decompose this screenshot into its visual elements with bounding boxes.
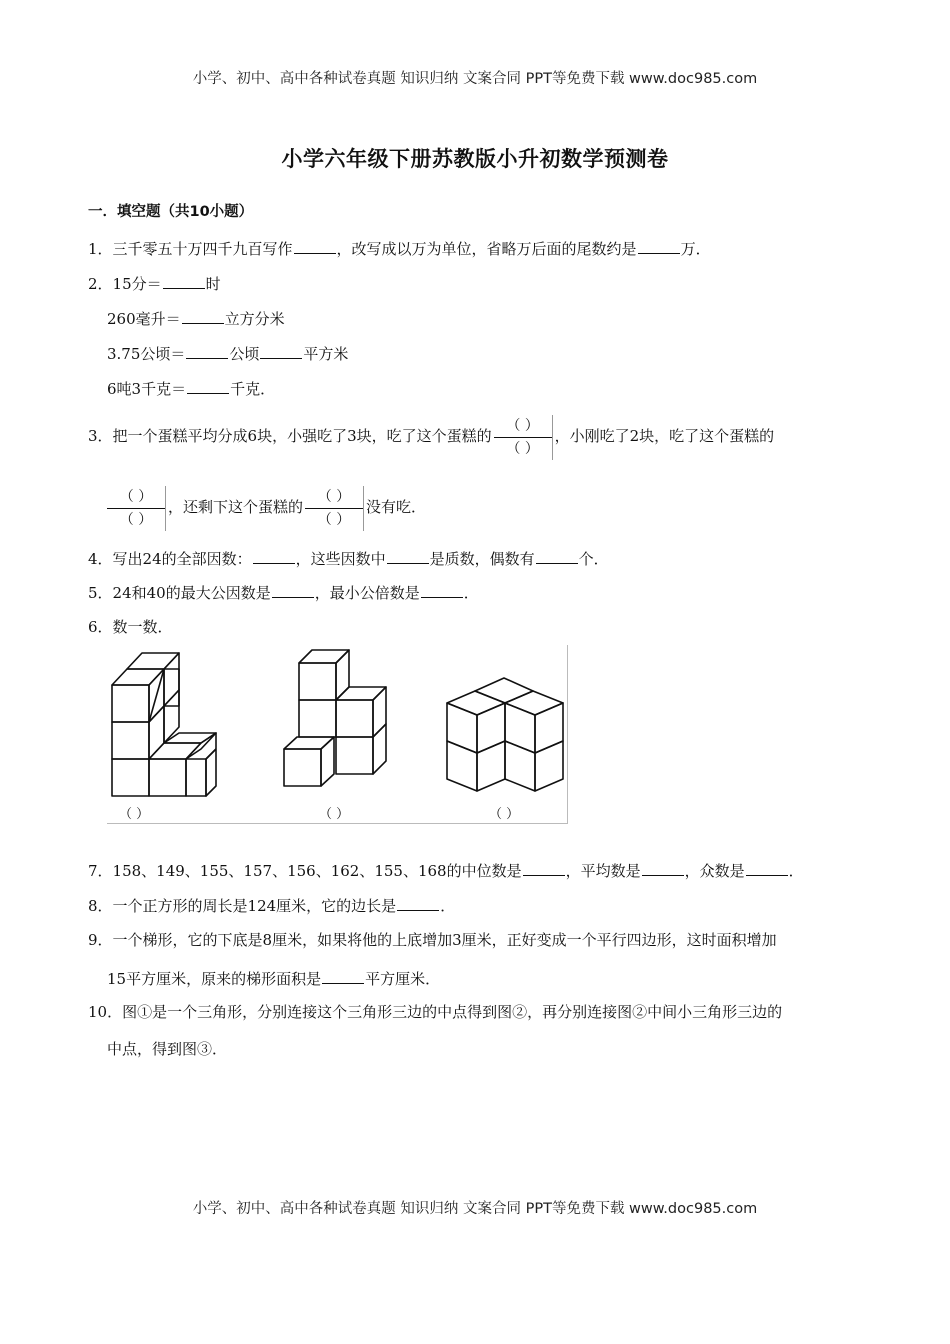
q3-text-b: ，小刚吃了2块，吃了这个蛋糕的 [554, 427, 775, 445]
q1-text-a: 1．三千零五十万四千九百写作 [88, 240, 293, 258]
section-title: 一．填空题（共10小题） [88, 204, 254, 220]
numerator-paren: （ ） [119, 488, 153, 505]
q4-text-a: 4．写出24的全部因数： [88, 550, 252, 568]
answer-blank[interactable] [642, 860, 684, 876]
fraction-blank[interactable] [107, 486, 166, 531]
q7-text-d: ． [788, 862, 804, 880]
q7-text-b: ，平均数是 [565, 862, 641, 880]
q2-text: 立方分米 [224, 310, 285, 328]
fraction-blank[interactable] [494, 415, 553, 460]
page-header: 小学、初中、高中各种试卷真题 知识归纳 文案合同 PPT等免费下载 www.doc985.com [192, 71, 758, 87]
q4-text-d: 个． [578, 550, 609, 568]
question-2-line-4 [107, 378, 275, 399]
page-footer: 小学、初中、高中各种试卷真题 知识归纳 文案合同 PPT等免费下载 www.doc985.com [192, 1201, 758, 1217]
figure-3-answer[interactable]: （ ） [489, 807, 520, 822]
q10-text-b: 中点，得到图③． [107, 1040, 228, 1058]
q1-text-c: 万． [680, 240, 711, 258]
q1-text-b: ，改写成以万为单位，省略万后面的尾数约是 [336, 240, 637, 258]
question-2-line-3 [107, 343, 348, 364]
question-4 [88, 548, 609, 569]
numerator-paren: （ ） [506, 417, 539, 434]
q2-text: 千克． [230, 380, 276, 398]
q8-text-b: ． [440, 897, 456, 915]
question-7 [88, 860, 804, 881]
question-1 [88, 238, 711, 259]
q8-text-a: 8．一个正方形的周长是124厘米，它的边长是 [88, 897, 397, 915]
q2-text: 3.75公顷＝ [107, 345, 186, 363]
answer-blank[interactable] [387, 548, 429, 564]
figure-2-answer[interactable]: （ ） [319, 807, 350, 822]
answer-blank[interactable] [294, 238, 336, 254]
question-10-line-1 [88, 1002, 782, 1022]
answer-blank[interactable] [186, 343, 228, 359]
q2-text: 2．15分＝ [88, 275, 162, 293]
q4-text-c: 是质数，偶数有 [429, 550, 535, 568]
question-9-line-2 [107, 968, 440, 989]
cube-stack-3 [447, 678, 563, 791]
q2-text: 公顷 [229, 345, 260, 363]
q7-text-c: ，众数是 [684, 862, 745, 880]
numerator-paren: （ ） [317, 488, 351, 505]
cube-figures [107, 645, 568, 824]
q10-text-a: 10．图①是一个三角形，分别连接这个三角形三边的中点得到图②，再分别连接图②中间小三角形三边的 [88, 1003, 783, 1021]
q5-text-b: ，最小公倍数是 [314, 584, 420, 602]
q2-text: 时 [205, 275, 221, 293]
question-5 [88, 582, 479, 603]
q3-text-a: 3．把一个蛋糕平均分成6块，小强吃了3块，吃了这个蛋糕的 [88, 427, 492, 445]
answer-blank[interactable] [397, 895, 439, 911]
denominator-paren: （ ） [317, 511, 351, 528]
question-2-line-1 [88, 273, 221, 294]
q9-text-a: 9．一个梯形，它的下底是8厘米，如果将他的上底增加3厘米，正好变成一个平行四边形，这时面积增加 [88, 931, 777, 949]
answer-blank[interactable] [536, 548, 578, 564]
answer-blank[interactable] [187, 378, 229, 394]
question-10-line-2 [107, 1039, 227, 1059]
page-title: 小学六年级下册苏教版小升初数学预测卷 [281, 147, 669, 171]
cube-stacks-drawing [107, 645, 567, 823]
q5-text-c: ． [463, 584, 479, 602]
question-3-line-2 [105, 484, 426, 531]
q3-text-c: ，还剩下这个蛋糕的 [168, 498, 304, 516]
q4-text-b: ，这些因数中 [295, 550, 386, 568]
q2-text: 平方米 [303, 345, 349, 363]
q2-text: 6吨3千克＝ [107, 380, 187, 398]
q9-text-c: 平方厘米． [365, 970, 441, 988]
q7-text-a: 7．158、149、155、157、156、162、155、168的中位数是 [88, 862, 522, 880]
fraction-blank[interactable] [305, 486, 364, 531]
cube-stack-1 [112, 653, 216, 796]
q2-text: 260毫升＝ [107, 310, 181, 328]
answer-blank[interactable] [322, 968, 364, 984]
denominator-paren: （ ） [119, 511, 153, 528]
question-2-line-2 [107, 308, 285, 329]
answer-blank[interactable] [182, 308, 224, 324]
answer-blank[interactable] [253, 548, 295, 564]
question-8 [88, 895, 455, 916]
q5-text-a: 5．24和40的最大公因数是 [88, 584, 271, 602]
cube-stack-2 [284, 650, 386, 786]
answer-blank[interactable] [638, 238, 680, 254]
figure-1-answer[interactable]: （ ） [119, 807, 150, 822]
answer-blank[interactable] [163, 273, 205, 289]
question-9-line-1 [88, 930, 777, 950]
denominator-paren: （ ） [506, 440, 539, 457]
q9-text-b: 15平方厘米，原来的梯形面积是 [107, 970, 322, 988]
answer-blank[interactable] [272, 582, 314, 598]
q6-text: 6．数一数． [88, 618, 173, 636]
answer-blank[interactable] [746, 860, 788, 876]
answer-blank[interactable] [260, 343, 302, 359]
question-6 [88, 617, 173, 637]
answer-blank[interactable] [523, 860, 565, 876]
q3-text-d: 没有吃． [366, 498, 427, 516]
question-3-line-1 [88, 413, 774, 460]
answer-blank[interactable] [421, 582, 463, 598]
